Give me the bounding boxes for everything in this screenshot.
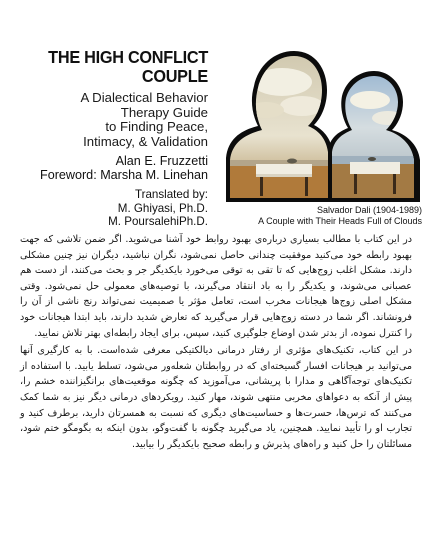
title-block <box>18 48 208 229</box>
foreword-author: Foreword: Marsha M. Linehan <box>40 168 208 183</box>
translators-block <box>18 188 208 228</box>
painting-caption <box>226 205 422 227</box>
book-title-line-1: THE HIGH CONFLICT <box>48 47 208 67</box>
description-paragraph-1: در این کتاب با مطالب بسیاری درباره‌ی بهبود روابط خود آشنا می‌شوید. اگر ضمن تلاشی که جهت بهبود رابطه خود می‌کنید موفقیت چندانی حاصل نمی‌شود، نگران نباشید، دیگران نیز چنین مشکلی دارند. مشکل اغلب زوج‌هایی که تا تقی به توقی می‌خورد بایکدیگر جر و بحث می‌کنند، از دست هم عصبانی می‌شوند، و یکدیگر را به باد انتقاد می‌گیرند، با توصیه‌های معمولی حل نمی‌شود. وقتی مشکل اصلی زوج‌ها هیجانات مخرب است، تعامل مؤثر یا صمیمیت نمی‌تواند رنج ناشی از آن را فرونشاند. اگر شما در دسته زوج‌هایی قرار می‌گیرید که تعارض شدید دارند، باید ابتدا هیجانات خود را کنترل نموده، از بدتر شدن اوضاع جلوگیری کنید، سپس، برای ایجاد رابطه‌ای بهتر تلاش نمایید. <box>20 234 412 339</box>
translator-1: M. Ghiyasi, Ph.D. <box>117 201 208 215</box>
subtitle-line-4: Intimacy, & Validation <box>83 133 208 149</box>
translated-by-label: Translated by: <box>134 188 208 202</box>
author-block <box>18 154 208 182</box>
painting-title: A Couple with Their Heads Full of Clouds <box>258 216 422 226</box>
translator-2: M. PoursalehiPh.D. <box>108 215 208 229</box>
book-title <box>31 48 208 86</box>
book-title-line-2: COUPLE <box>141 66 208 86</box>
author-name: Alan E. Fruzzetti <box>115 154 208 169</box>
persian-description <box>20 232 412 454</box>
painting-image <box>222 48 422 210</box>
description-paragraph-2: در این کتاب، تکنیک‌های مؤثری از رفتار درمانی دیالکتیکی معرفی شده‌است. با به کارگیری آنها می‌توانید بر هیجانات افسار گسیخته‌ای که در روابطتان شعله‌ور می‌شود، تسلط یابید. با استفاده از تکنیک‌های توجه‌آگاهی و مدارا با پریشانی، می‌آموزید که چگونه موقعیت‌های برانگیزاننده خشم را، پیش از آنکه به دعواهای مخربی منتهی شوند، مهار کنید. رویکردهای درمانی دیگر نیز به شما کمک می‌کنند که ترس‌ها، حسرت‌ها و حساسیت‌های دیگری که نسبت به همسرتان دارید، برطرف کنید و تجارب او را تأیید نمایید. همچنین، یاد می‌گیرید چگونه با گفت‌وگو، بدون اینکه به بگومگو ختم شود، مسائلتان را حل کنید و راه‌های پذیرش و رابطه صحیح بایکدیگر را بیابید. <box>20 345 412 450</box>
painting-artist: Salvador Dali (1904-1989) <box>316 205 422 215</box>
subtitle-line-2: Therapy Guide <box>120 104 208 120</box>
book-subtitle <box>18 91 208 149</box>
subtitle-line-1: A Dialectical Behavior <box>80 90 208 105</box>
subtitle-line-3: to Finding Peace, <box>105 119 208 135</box>
